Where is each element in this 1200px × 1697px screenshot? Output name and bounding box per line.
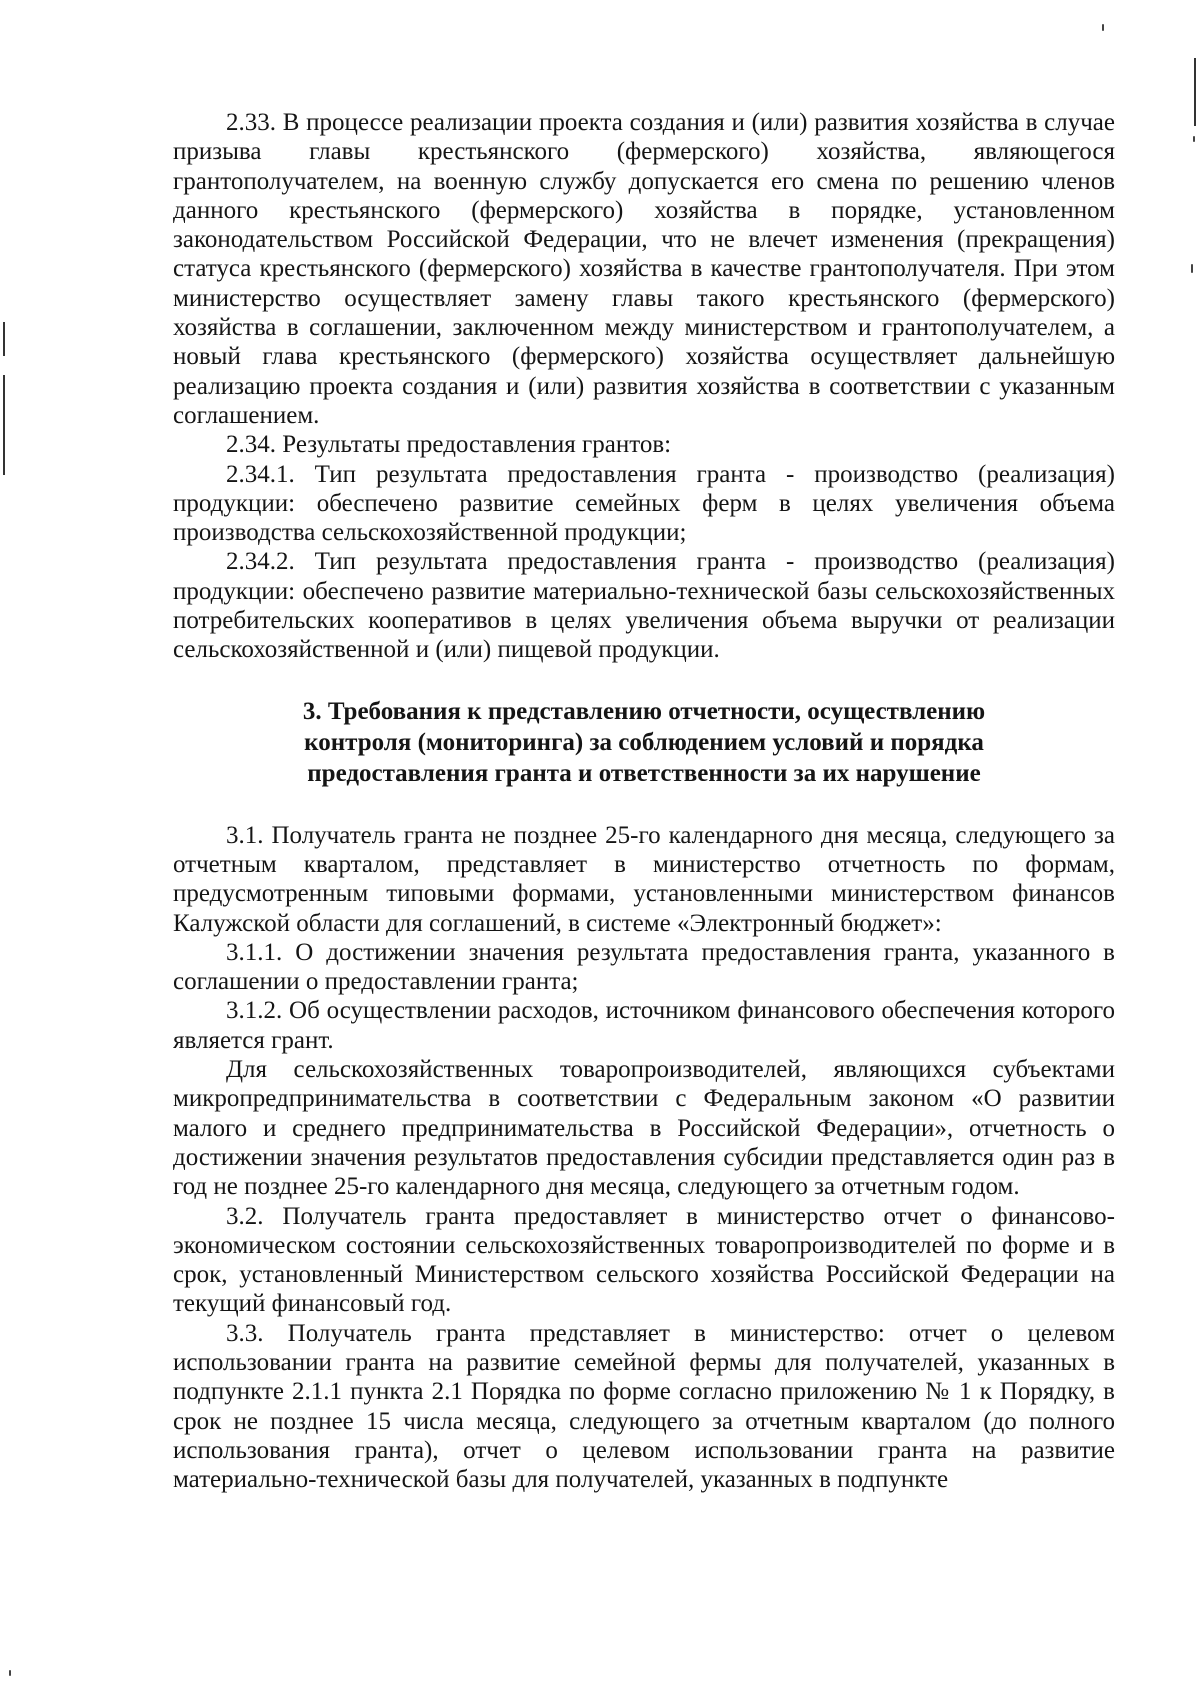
paragraph-micro-enterprise: Для сельскохозяйственных товаропроизводителей, являющихся субъектами микропредпринимательства в соответствии с Федеральным законом «О развитии малого и среднего предпринимательства в Российской Федерации», отчетность о достижении значения результатов предоставления субсидии представляется один раз в год не позднее 25-го календарного дня месяца, следующего за отчетным годом. xyxy=(173,1056,1115,1201)
paragraph-2-34-2: 2.34.2. Тип результата предоставления гранта - производство (реализация) продукции: обеспечено развитие материально-технической базы сельскохозяйственных потребительских кооперативов в целях увеличения объема выручки от реализации сельскохозяйственной и (или) пищевой продукции. xyxy=(173,548,1115,664)
paragraph-3-1-1: 3.1.1. О достижении значения результата предоставления гранта, указанного в соглашении о предоставлении гранта; xyxy=(173,938,1115,996)
paragraph-3-3: 3.3. Получатель гранта представляет в министерство: отчет о целевом использовании гранта на развитие семейной фермы для получателей, указанных в подпункте 2.1.1 пункта 2.1 Порядка по форме согласно приложению № 1 к Порядку, в срок не позднее 15 числа месяца, следующего за отчетным кварталом (до полного использования гранта), отчет о целевом использовании гранта на развитие материально-технической базы для получателей, указанных в подпункте xyxy=(173,1319,1115,1494)
heading-line: контроля (мониторинга) за соблюдением условий и порядка xyxy=(304,728,984,756)
scan-speck xyxy=(1191,264,1193,273)
paragraph-2-34: 2.34. Результаты предоставления грантов: xyxy=(226,431,672,459)
paragraph-3-2: 3.2. Получатель гранта предоставляет в министерство отчет о финансово-экономическом состоянии сельскохозяйственных товаропроизводителей по форме и в срок, установленный Министерством сельского хозяйства Российской Федерации на текущий финансовый год. xyxy=(173,1202,1115,1318)
scan-speck xyxy=(1193,136,1195,142)
paragraph-2-34-1: 2.34.1. Тип результата предоставления гранта - производство (реализация) продукции: обеспечено развитие семейных ферм в целях увеличения объема производства сельскохозяйственной продукции; xyxy=(173,460,1115,547)
left-margin-mark-upper xyxy=(3,322,5,356)
scan-speck xyxy=(9,1670,11,1676)
heading-line: предоставления гранта и ответственности за их нарушение xyxy=(307,759,981,787)
scan-speck xyxy=(1102,24,1104,31)
heading-line: 3. Требования к представлению отчетности, осуществлению xyxy=(302,697,986,725)
right-margin-mark xyxy=(1194,58,1196,126)
document-body xyxy=(173,108,1115,1494)
paragraph-3-1-2: 3.1.2. Об осуществлении расходов, источником финансового обеспечения которого является грант. xyxy=(173,997,1115,1054)
paragraph-3-1: 3.1. Получатель гранта не позднее 25-го календарного дня месяца, следующего за отчетным кварталом, представляет в министерство отчетность по формам, предусмотренным типовыми формами, установленными министерством финансов Калужской области для соглашений, в системе «Электронный бюджет»: xyxy=(173,821,1115,937)
paragraph-2-33: 2.33. В процессе реализации проекта создания и (или) развития хозяйства в случае призыва главы крестьянского (фермерского) хозяйства, являющегося грантополучателем, на военную службу допускается его смена по решению членов данного крестьянского (фермерского) хозяйства в порядке, установленном законодательством Российской Федерации, что не влечет изменения (прекращения) статуса крестьянского (фермерского) хозяйства в качестве грантополучателя. При этом министерство осуществляет замену главы такого крестьянского (фермерского) хозяйства в соглашении, заключенном между министерством и грантополучателем, а новый глава крестьянского (фермерского) хозяйства осуществляет дальнейшую реализацию проекта создания и (или) развития хозяйства в соответствии с указанным соглашением. xyxy=(173,109,1115,429)
section-3-heading xyxy=(173,696,1115,789)
left-margin-mark-lower xyxy=(3,375,5,475)
